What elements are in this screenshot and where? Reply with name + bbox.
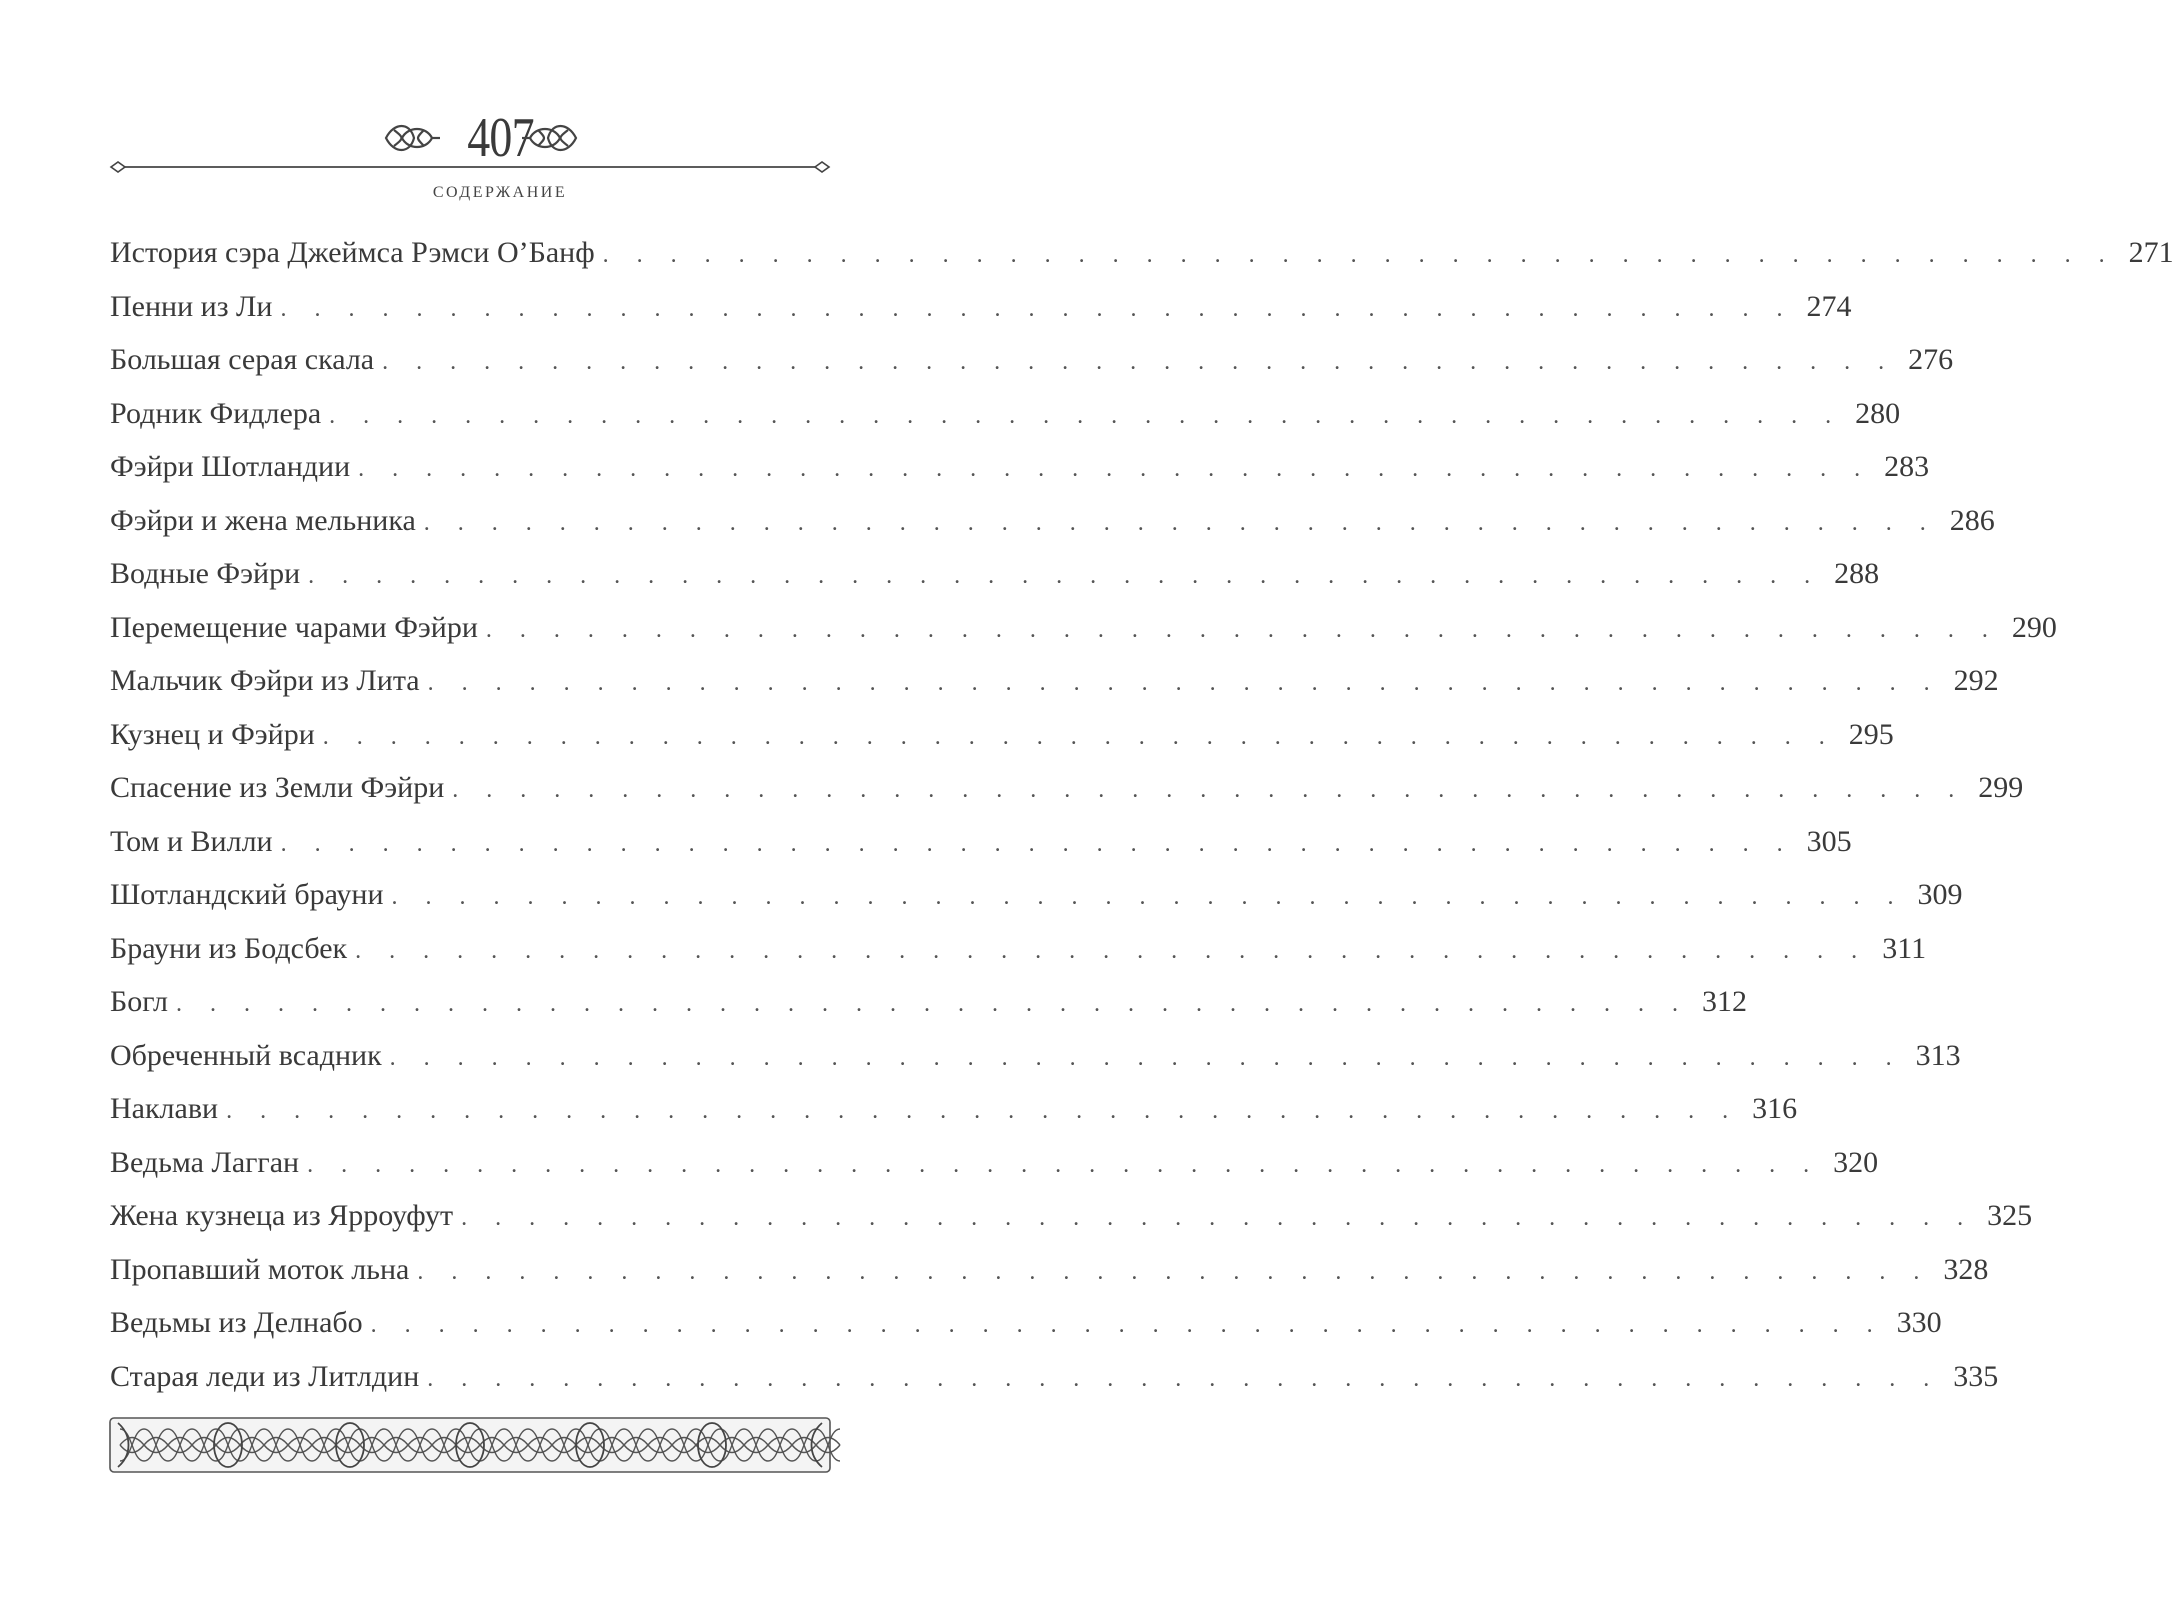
toc-entry xyxy=(110,1136,1879,1190)
toc-entry-title: Перемещение чарами Фэйри xyxy=(110,610,478,644)
toc-entry-title: Ведьма Лагган xyxy=(110,1145,300,1179)
toc-entry-page: 313 xyxy=(1915,1038,1961,1072)
toc-entry-title: Ведьмы из Делнабо xyxy=(110,1306,363,1339)
toc-entry xyxy=(110,1189,2033,1243)
toc-leader-dots: . . . . . . . . . . . . . . . . . . . . . . . . . . . . . . . . . . . . . . . . . . . . . xyxy=(329,402,1843,429)
toc-entry xyxy=(110,547,1880,601)
toc-leader-dots: . . . . . . . . . . . . . . . . . . . . . . . . . . . . . . . . . . . . . . . . . . . . . xyxy=(461,1205,1975,1231)
toc-entry-page: 292 xyxy=(1953,664,1999,697)
toc-entry-title: Пенни из Ли xyxy=(110,289,273,323)
toc-leader-dots: . . . . . . . . . . . . . . . . . . . . . . . . . . . . . . . . . . . . . . . . . . . . . xyxy=(427,1365,1941,1392)
toc-entry xyxy=(110,601,2057,655)
toc-entry-title: Родник Фидлера xyxy=(110,396,322,430)
toc-entry-title: Фэйри и жена мельника xyxy=(110,503,416,537)
toc-entry-title: Обреченный всадник xyxy=(110,1038,382,1072)
toc-entry-title: Большая серая скала xyxy=(110,343,375,376)
toc-entry-page: 290 xyxy=(2011,610,2057,644)
celtic-knot-right-icon xyxy=(520,118,582,158)
toc-entry-title: Жена кузнеца из Ярроуфут xyxy=(110,1199,454,1232)
toc-entry-page: 280 xyxy=(1855,396,1901,430)
toc-entry-title: Брауни из Бодсбек xyxy=(110,931,348,965)
toc-leader-dots: . . . . . . . . . . . . . . . . . . . . . . . . . . . . . . . . . . . . . . . . . . . . . xyxy=(452,777,1966,803)
toc-entry xyxy=(110,333,1954,387)
toc-entry-title: Наклави xyxy=(110,1092,219,1125)
toc-entry-page: 283 xyxy=(1884,450,1930,483)
toc-entry-page: 309 xyxy=(1917,878,1963,911)
toc-entry-title: Фэйри Шотландии xyxy=(110,450,351,483)
toc-leader-dots: . . . . . . . . . . . . . . . . . . . . . . . . . . . . . . . . . . . . . . . . . . . . . xyxy=(280,295,1794,322)
toc-entry xyxy=(110,761,2024,815)
toc-entry-page: 335 xyxy=(1953,1359,1999,1393)
toc-entry-page: 316 xyxy=(1752,1092,1798,1125)
celtic-border-ornament-icon xyxy=(108,1414,832,1476)
toc-entry-page: 276 xyxy=(1908,343,1954,376)
toc-leader-dots: . . . . . . . . . . . . . . . . . . . . . . . . . . . . . . . . . . . . . . . . . . . . . xyxy=(280,830,1794,857)
toc-leader-dots: . . . . . . . . . . . . . . . . . . . . . . . . . . . . . . . . . . . . . . . . . . . . . xyxy=(308,563,1822,589)
toc-leader-dots: . . . . . . . . . . . . . . . . . . . . . . . . . . . . . . . . . . . . . . . . . . . . . xyxy=(226,1098,1740,1124)
toc-entry xyxy=(110,922,1927,976)
table-of-contents xyxy=(110,226,2174,1403)
toc-entry xyxy=(110,387,1901,441)
toc-leader-dots: . . . . . . . . . . . . . . . . . . . . . . . . . . . . . . . . . . . . . . . . . . . . . xyxy=(307,1151,1821,1178)
toc-entry-page: 295 xyxy=(1848,717,1894,751)
toc-entry-title: Шотландский брауни xyxy=(110,878,384,911)
toc-entry xyxy=(110,815,1852,869)
section-title: СОДЕРЖАНИЕ xyxy=(432,184,568,201)
page-number: 407 xyxy=(466,107,534,169)
toc-entry xyxy=(110,440,1930,494)
toc-entry-title: Пропавший моток льна xyxy=(110,1252,410,1286)
toc-entry xyxy=(110,708,1894,762)
toc-entry-page: 271 xyxy=(2128,236,2174,269)
toc-leader-dots: . . . . . . . . . . . . . . . . . . . . . . . . . . . . . . . . . . . . . . . . . . . . . xyxy=(175,991,1689,1017)
toc-leader-dots: . . . . . . . . . . . . . . . . . . . . . . . . . . . . . . . . . . . . . . . . . . . . . xyxy=(355,937,1869,964)
toc-entry-page: 274 xyxy=(1806,289,1852,323)
toc-entry-title: Кузнец и Фэйри xyxy=(110,717,315,751)
toc-entry xyxy=(110,654,1999,708)
toc-leader-dots: . . . . . . . . . . . . . . . . . . . . . . . . . . . . . . . . . . . . . . . . . . . . . xyxy=(389,1044,1903,1071)
page-header xyxy=(0,108,1000,168)
toc-entry-page: 320 xyxy=(1833,1145,1879,1179)
toc-entry-page: 312 xyxy=(1701,985,1747,1018)
toc-leader-dots: . . . . . . . . . . . . . . . . . . . . . . . . . . . . . . . . . . . . . . . . . . . . . xyxy=(382,349,1896,375)
toc-entry-page: 305 xyxy=(1806,824,1852,858)
toc-entry xyxy=(110,494,1995,548)
toc-entry-title: Спасение из Земли Фэйри xyxy=(110,771,445,804)
toc-entry-page: 286 xyxy=(1949,503,1995,537)
toc-entry-title: Том и Вилли xyxy=(110,824,273,858)
toc-entry xyxy=(110,1350,1999,1404)
toc-entry-page: 299 xyxy=(1978,771,2024,804)
toc-entry xyxy=(110,1296,1942,1350)
toc-leader-dots: . . . . . . . . . . . . . . . . . . . . . . . . . . . . . . . . . . . . . . . . . . . . . xyxy=(391,884,1905,910)
toc-entry-title: История сэра Джеймса Рэмси О’Банф xyxy=(110,236,595,269)
toc-entry xyxy=(110,868,1963,922)
toc-entry-page: 288 xyxy=(1834,557,1880,590)
toc-entry xyxy=(110,975,1747,1029)
toc-entry-title: Старая леди из Литлдин xyxy=(110,1359,420,1393)
toc-entry xyxy=(110,1029,1961,1083)
toc-entry xyxy=(110,1243,1989,1297)
toc-leader-dots: . . . . . . . . . . . . . . . . . . . . . . . . . . . . . . . . . . . . . . . . . . . . . xyxy=(427,670,1941,696)
toc-entry-page: 325 xyxy=(1987,1199,2033,1232)
toc-entry-title: Богл xyxy=(110,985,168,1018)
toc-entry-title: Водные Фэйри xyxy=(110,557,301,590)
toc-entry-page: 328 xyxy=(1943,1252,1989,1286)
toc-entry-page: 311 xyxy=(1882,931,1927,965)
toc-entry xyxy=(110,226,2174,280)
toc-entry xyxy=(110,280,1852,334)
toc-entry-page: 330 xyxy=(1896,1306,1942,1339)
toc-entry xyxy=(110,1082,1798,1136)
toc-leader-dots: . . . . . . . . . . . . . . . . . . . . . . . . . . . . . . . . . . . . . . . . . . . . . xyxy=(322,723,1836,750)
toc-entry-title: Мальчик Фэйри из Лита xyxy=(110,664,420,697)
toc-leader-dots: . . . . . . . . . . . . . . . . . . . . . . . . . . . . . . . . . . . . . . . . . . . . . xyxy=(423,509,1937,536)
toc-leader-dots: . . . . . . . . . . . . . . . . . . . . . . . . . . . . . . . . . . . . . . . . . . . . . xyxy=(370,1312,1884,1338)
header-rule xyxy=(110,160,830,174)
toc-leader-dots: . . . . . . . . . . . . . . . . . . . . . . . . . . . . . . . . . . . . . . . . . . . . . xyxy=(417,1258,1931,1285)
toc-leader-dots: . . . . . . . . . . . . . . . . . . . . . . . . . . . . . . . . . . . . . . . . . . . . . xyxy=(485,616,1999,643)
toc-leader-dots: . . . . . . . . . . . . . . . . . . . . . . . . . . . . . . . . . . . . . . . . . . . . . xyxy=(358,456,1872,482)
toc-leader-dots: . . . . . . . . . . . . . . . . . . . . . . . . . . . . . . . . . . . . . . . . . . . . . xyxy=(602,242,2116,268)
